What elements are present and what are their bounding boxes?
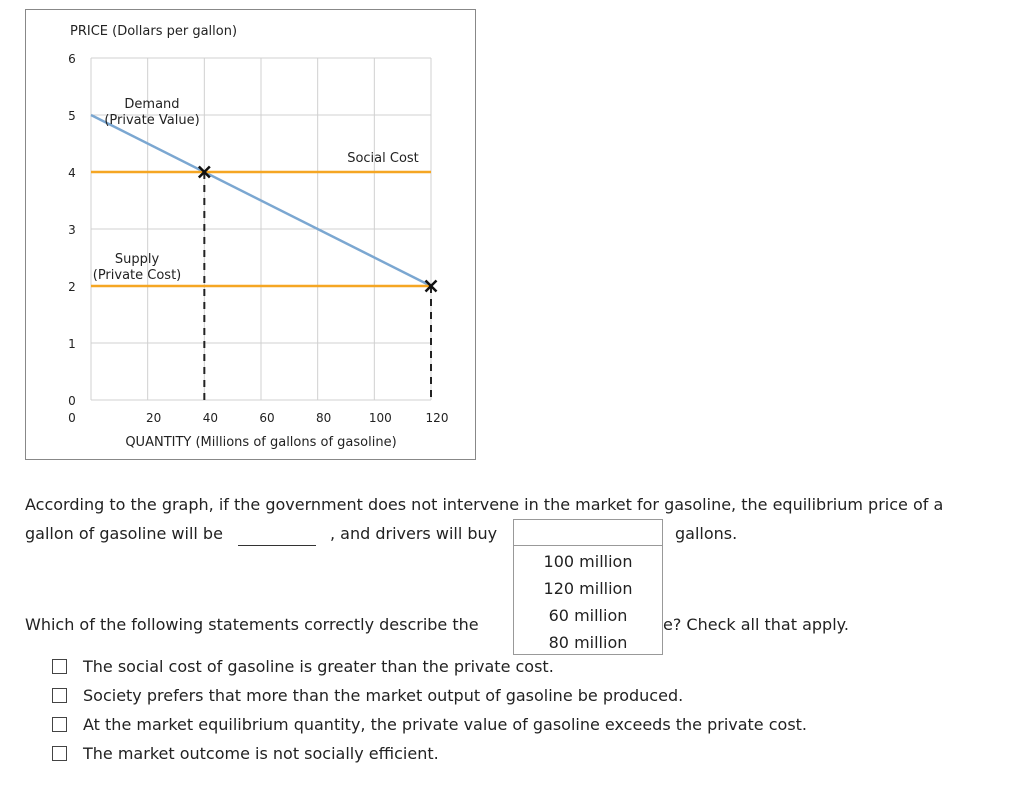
social-cost-label: Social Cost: [347, 151, 419, 166]
x-tick-label: 80: [316, 411, 332, 425]
checkbox[interactable]: [52, 688, 67, 703]
y-tick-label: 4: [68, 166, 76, 180]
checkbox-label: At the market equilibrium quantity, the private value of gasoline exceeds the private cost.: [83, 714, 808, 734]
demand-label: Demand: [124, 97, 180, 112]
y-tick-label: 0: [68, 394, 76, 408]
dropdown-option-80-million[interactable]: 80 million: [548, 633, 628, 652]
checkbox-label: Society prefers that more than the market output of gasoline be produced.: [83, 685, 684, 705]
price-quantity-chart: [26, 10, 477, 461]
supply-label: Supply: [114, 252, 160, 267]
checkbox[interactable]: [52, 746, 67, 761]
x-tick-label: 60: [259, 411, 275, 425]
question1-line2c: gallons.: [675, 524, 738, 543]
x-tick-label: 120: [425, 411, 449, 425]
dropdown-option-100-million[interactable]: 100 million: [543, 552, 633, 571]
quantity-dropdown[interactable]: [513, 519, 663, 546]
checkbox-row-private-value-exceeds[interactable]: [52, 713, 807, 735]
checkbox-row-not-efficient[interactable]: [52, 742, 439, 764]
x-axis-label: QUANTITY (Millions of gallons of gasoline): [125, 435, 397, 450]
y-tick-label: 1: [68, 337, 76, 351]
question2-text-left: Which of the following statements correctly describe the: [25, 615, 479, 634]
chart-frame: [25, 9, 476, 460]
quantity-dropdown-list: [513, 546, 663, 655]
demand-label: (Private Value): [104, 113, 200, 128]
x-tick-label: 20: [146, 411, 162, 425]
y-tick-label: 2: [68, 280, 76, 294]
price-blank[interactable]: [238, 525, 316, 546]
checkbox-label: The social cost of gasoline is greater than the private cost.: [83, 656, 554, 676]
y-tick-label: 3: [68, 223, 76, 237]
y-tick-label: 6: [68, 52, 76, 66]
dropdown-option-60-million[interactable]: 60 million: [548, 606, 628, 625]
checkbox[interactable]: [52, 659, 67, 674]
checkbox-label: The market outcome is not socially efficient.: [83, 743, 439, 763]
checkbox[interactable]: [52, 717, 67, 732]
y-tick-label: 5: [68, 109, 76, 123]
x-tick-label: 40: [202, 411, 218, 425]
x-tick-label: 100: [368, 411, 392, 425]
question2-text-right: e? Check all that apply.: [663, 615, 849, 634]
checkbox-row-society-prefers[interactable]: [52, 684, 683, 706]
question1-line1: According to the graph, if the government does not intervene in the market for gasoline, the equilibrium price of a: [25, 495, 944, 514]
dropdown-option-120-million[interactable]: 120 million: [543, 579, 633, 598]
x-tick-label-origin: 0: [68, 411, 76, 425]
y-axis-label: PRICE (Dollars per gallon): [70, 24, 238, 39]
question1-line2b: , and drivers will buy: [330, 524, 498, 543]
question1-line2a: gallon of gasoline will be: [25, 524, 223, 543]
supply-label: (Private Cost): [92, 268, 182, 283]
checkbox-row-social-cost[interactable]: [52, 655, 554, 677]
